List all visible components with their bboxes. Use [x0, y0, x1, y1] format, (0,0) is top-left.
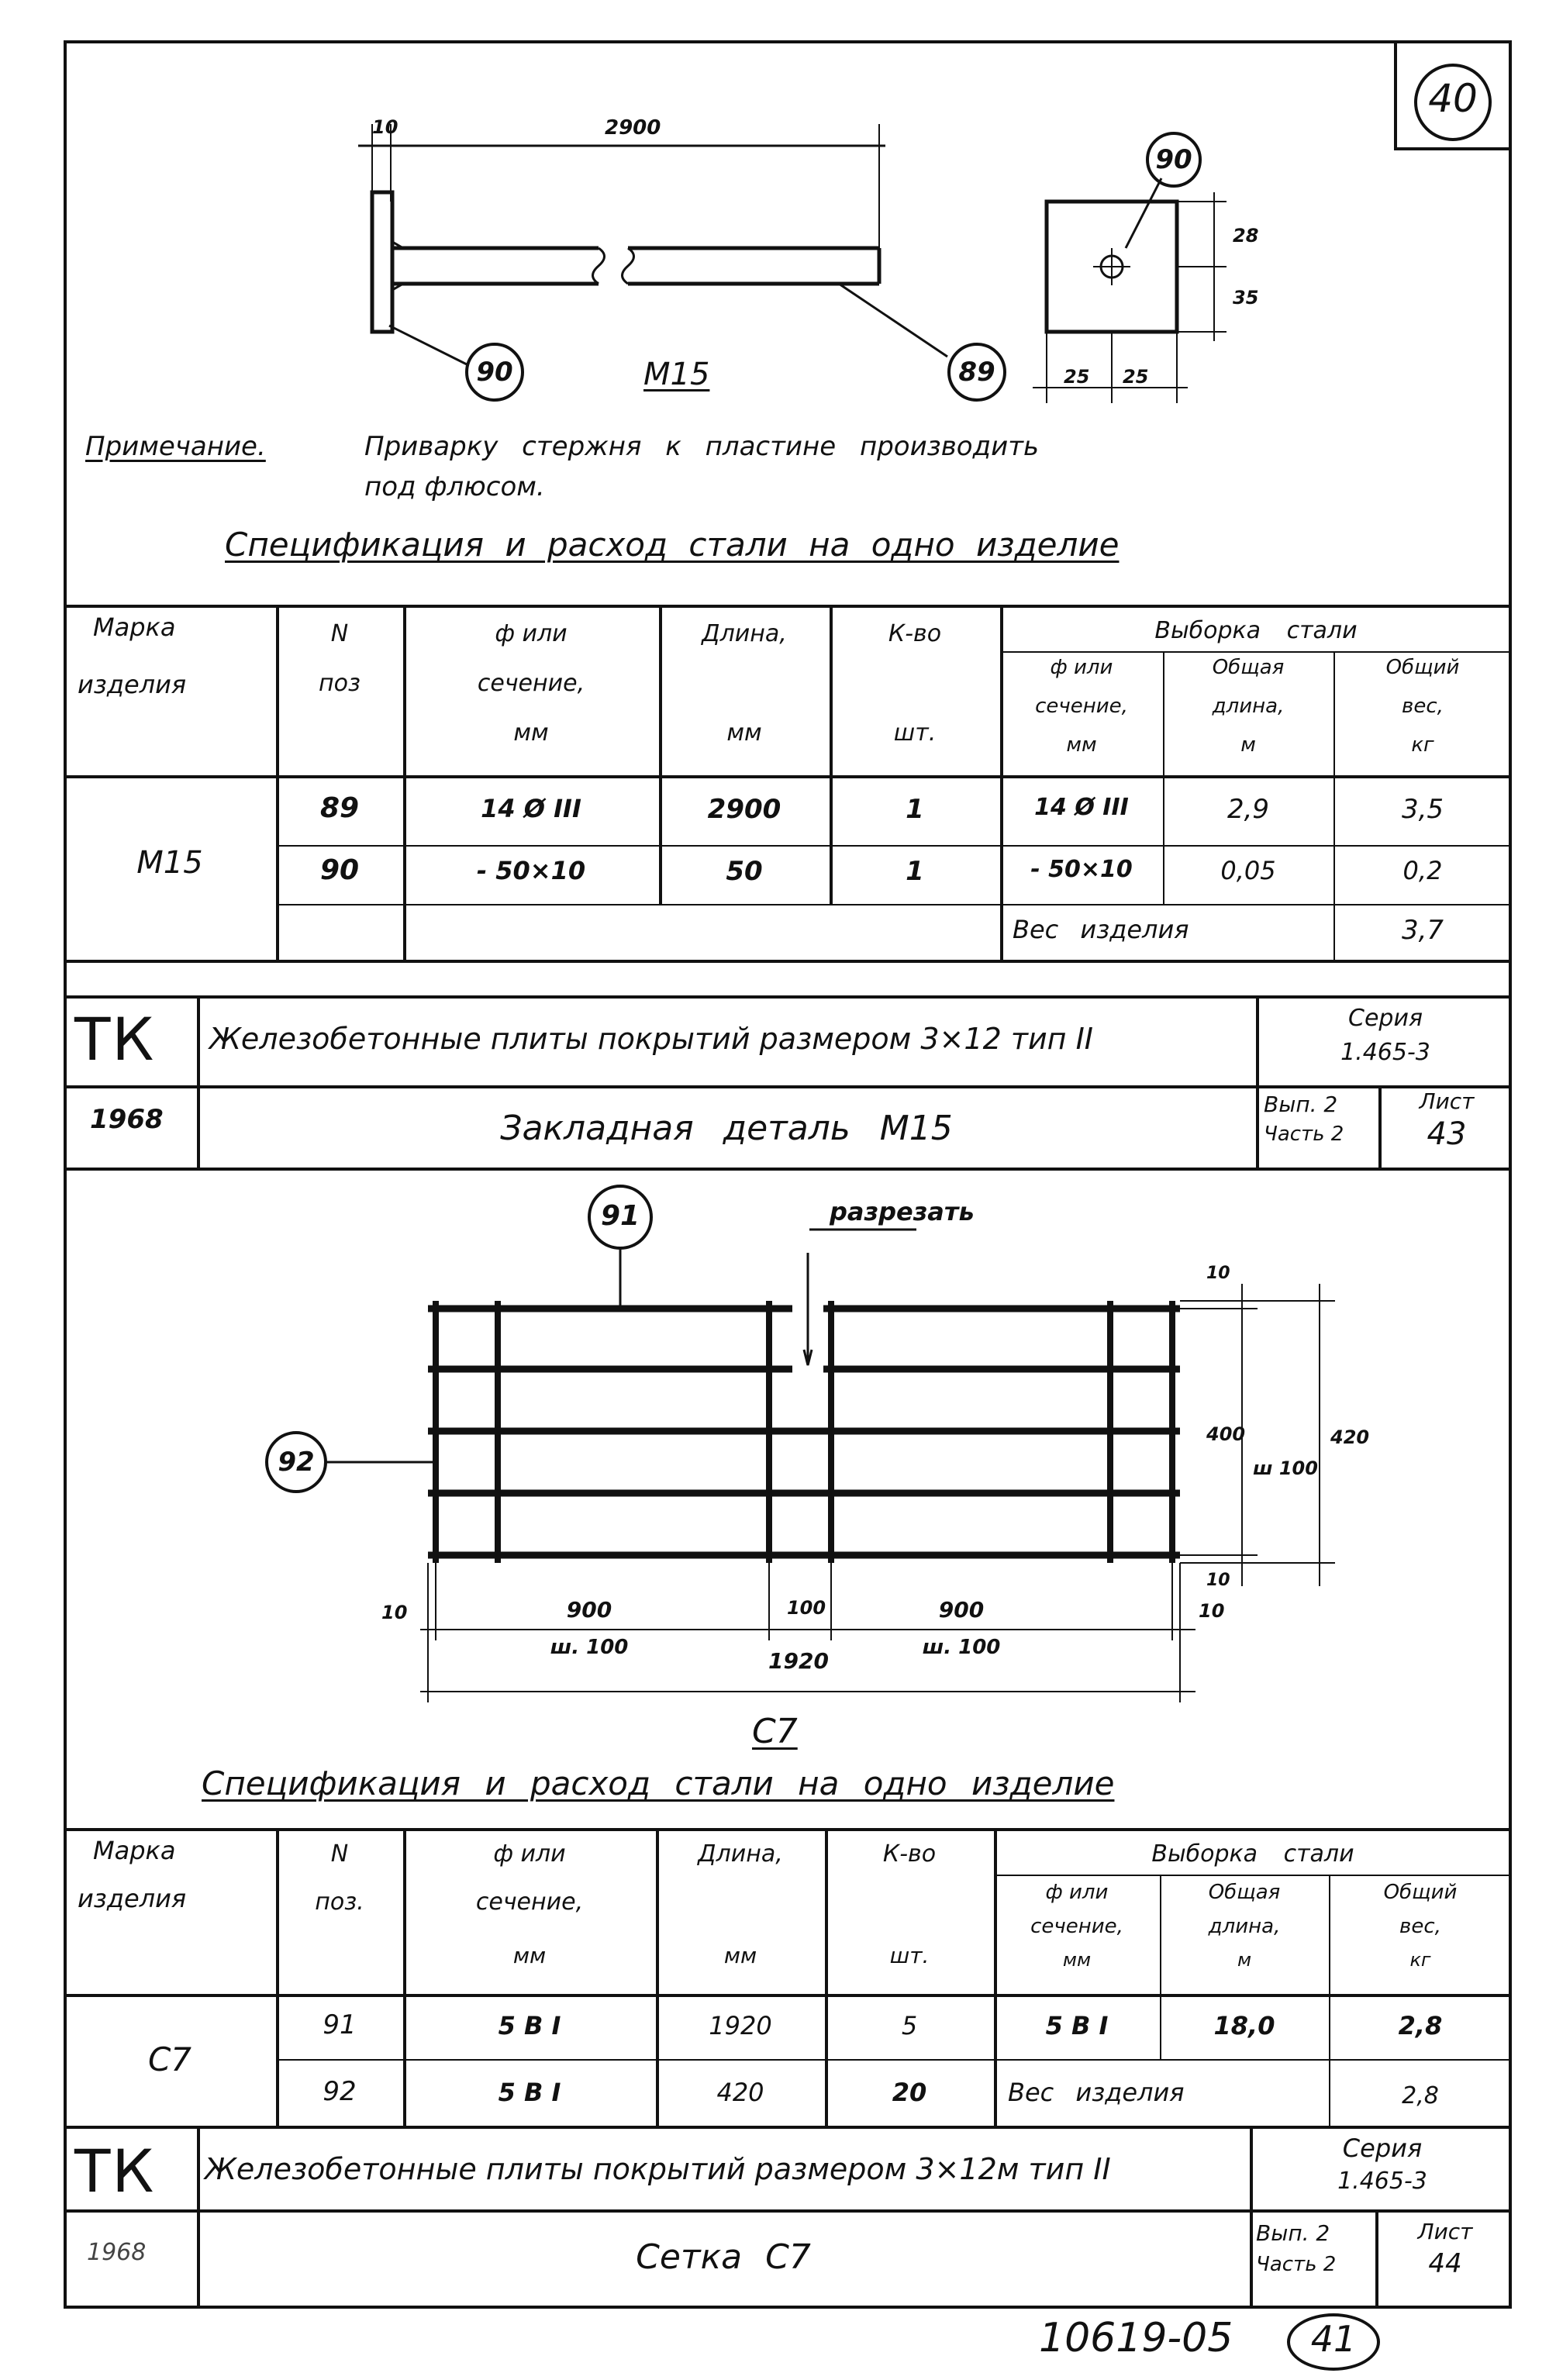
m15-col-1: [276, 605, 279, 960]
c7-h-mark-1: Марка: [93, 1836, 176, 1865]
c7-table-header-bottom: [64, 1994, 1512, 1997]
c7-stamp-series-label: Серия: [1342, 2133, 1423, 2163]
m15-dim-25-a: 25: [1064, 366, 1090, 388]
c7-h-pos-2: поз.: [315, 1888, 364, 1916]
m15-r1-len: 2900: [707, 794, 781, 825]
m15-dim-25-b: 25: [1123, 366, 1149, 388]
m15-note-line-2: под флюсом.: [364, 471, 545, 502]
c7-h-len-2: мм: [723, 1943, 757, 1968]
m15-stamp-tk: ТК: [74, 1005, 156, 1074]
m15-table-row2-bottom: [276, 904, 1512, 905]
c7-h-len-1: Длина,: [698, 1840, 783, 1868]
m15-r2-len: 50: [726, 856, 763, 887]
m15-h-dia-1: ф или: [495, 620, 568, 647]
m15-h-pos-1: N: [330, 620, 349, 647]
m15-stamp-series-value: 1.465-3: [1340, 1039, 1430, 1066]
c7-stamp-year: 1968: [87, 2239, 147, 2266]
m15-h-qty-2: шт.: [893, 719, 937, 747]
c7-h-pos-1: N: [330, 1840, 349, 1868]
c7-stamp-mid: [64, 2209, 1512, 2213]
c7-dim-10-left: 10: [381, 1602, 408, 1623]
bottom-number: 41: [1310, 2318, 1357, 2360]
c7-stamp-part: Часть 2: [1256, 2253, 1337, 2276]
m15-stamp-part: Часть 2: [1264, 1123, 1344, 1146]
c7-dim-10-right: 10: [1199, 1600, 1225, 1622]
c7-h-dia-3: мм: [512, 1943, 547, 1968]
c7-r2-dia: 5 В I: [498, 2078, 561, 2107]
c7-h-sel-dia-1: ф или: [1045, 1881, 1109, 1904]
c7-h-sel-wt-1: Общий: [1383, 1881, 1458, 1904]
m15-stamp-name: Закладная деталь М15: [500, 1109, 953, 1148]
c7-r1-sel-dia: 5 В I: [1045, 2011, 1109, 2040]
c7-table-bottom: [64, 2126, 1512, 2129]
m15-pos-89: 89: [958, 357, 995, 388]
m15-h-sel-wt-3: кг: [1411, 733, 1434, 757]
c7-h-sel-dia-2: сечение,: [1030, 1915, 1123, 1938]
m15-table-header-bottom: [64, 775, 1512, 778]
m15-stamp-sheet-value: 43: [1427, 1116, 1467, 1152]
c7-r2-len: 420: [716, 2078, 764, 2107]
c7-r1-sel-len: 18,0: [1213, 2011, 1275, 2040]
c7-h-sel-dia-3: мм: [1062, 1949, 1092, 1971]
c7-h-qty-1: К-во: [882, 1840, 937, 1868]
c7-pos-92: 92: [278, 1447, 315, 1478]
m15-spec-title: Спецификация и расход стали на одно изделие: [225, 526, 1120, 564]
m15-h-len-2: мм: [726, 719, 762, 747]
c7-drawing: [64, 1168, 1382, 1710]
c7-h-sel-wt-2: вес,: [1399, 1915, 1441, 1938]
m15-dim-35: 35: [1233, 287, 1259, 309]
m15-note-title: Примечание.: [85, 431, 266, 462]
c7-stamp-name: Сетка С7: [636, 2237, 811, 2277]
c7-h-sel: Выборка стали: [1151, 1840, 1354, 1868]
m15-h-sel-dia-3: мм: [1066, 733, 1097, 757]
m15-dim-28: 28: [1233, 225, 1259, 247]
c7-dim-sh100-b: ш. 100: [922, 1636, 1001, 1659]
m15-r1-sel-wt: 3,5: [1401, 794, 1444, 825]
m15-stamp-sheet-label: Лист: [1419, 1088, 1475, 1114]
m15-r2-sel-wt: 0,2: [1402, 856, 1443, 885]
m15-pos-90-left: 90: [476, 357, 513, 388]
c7-col-5: [994, 1828, 997, 2126]
m15-dim-2900: 2900: [605, 116, 661, 140]
c7-r1-pos: 91: [323, 2009, 357, 2040]
c7-h-dia-1: ф или: [493, 1840, 566, 1868]
m15-col-2: [403, 605, 406, 960]
m15-h-sel-len-3: м: [1240, 733, 1256, 757]
c7-dim-sh100-a: ш. 100: [550, 1636, 629, 1659]
c7-table-row1-bottom: [276, 2059, 1512, 2061]
m15-table-sel-line: [1000, 651, 1512, 653]
m15-r1-sel-dia: 14 Ø III: [1034, 794, 1129, 821]
c7-r2-qty: 20: [892, 2078, 927, 2107]
c7-pos-91: 91: [600, 1200, 640, 1232]
m15-stamp-year: 1968: [90, 1104, 164, 1135]
m15-h-qty-1: К-во: [888, 620, 942, 647]
m15-stamp-top: [64, 995, 1512, 999]
m15-r2-qty: 1: [906, 856, 924, 887]
m15-table-row1-bottom: [276, 845, 1512, 847]
m15-h-sel-wt-1: Общий: [1385, 656, 1460, 679]
c7-h-sel-len-2: длина,: [1208, 1915, 1281, 1938]
m15-total-value: 3,7: [1401, 915, 1444, 946]
c7-stamp-series-value: 1.465-3: [1337, 2168, 1427, 2195]
m15-r1-qty: 1: [906, 794, 924, 825]
c7-h-mark-2: изделия: [78, 1884, 187, 1913]
c7-dim-10-top: 10: [1206, 1264, 1230, 1283]
m15-h-sel-dia-1: ф или: [1050, 656, 1113, 679]
m15-h-sel-len-1: Общая: [1212, 656, 1285, 679]
m15-h-dia-3: мм: [513, 719, 549, 747]
c7-stamp-v1: [197, 2126, 200, 2309]
c7-total-value: 2,8: [1402, 2082, 1439, 2109]
c7-dim-420: 420: [1330, 1426, 1370, 1448]
c7-h-sel-len-3: м: [1237, 1949, 1252, 1971]
c7-dim-900: 900: [566, 1597, 612, 1623]
m15-h-sel-dia-2: сечение,: [1035, 695, 1128, 718]
m15-h-len-1: Длина,: [702, 620, 787, 647]
c7-stamp-sheet-value: 44: [1428, 2248, 1462, 2279]
c7-h-sel-len-1: Общая: [1208, 1881, 1281, 1904]
m15-h-sel-len-2: длина,: [1212, 695, 1285, 718]
m15-table-bottom: [64, 960, 1512, 963]
m15-stamp-title: Железобетонные плиты покрытий размером 3×12 тип II: [209, 1022, 1093, 1056]
m15-h-pos-2: поз: [319, 670, 361, 697]
m15-table-top: [64, 605, 1512, 608]
c7-table-top: [64, 1828, 1512, 1831]
c7-r1-len: 1920: [709, 2011, 772, 2040]
c7-stamp-tk: ТК: [74, 2137, 156, 2206]
m15-stamp-mid: [64, 1085, 1512, 1088]
c7-dim-10-bot: 10: [1206, 1571, 1230, 1590]
m15-r2-pos: 90: [319, 854, 360, 886]
bottom-code: 10619-05: [1039, 2315, 1233, 2361]
m15-r2-sel-dia: - 50×10: [1030, 856, 1133, 883]
c7-mark: С7: [147, 2040, 192, 2078]
m15-dim-10: 10: [372, 116, 398, 138]
c7-dim-1920: 1920: [768, 1648, 829, 1674]
m15-label: М15: [643, 357, 710, 392]
m15-h-mark-2: изделия: [78, 670, 187, 699]
c7-spec-title: Спецификация и расход стали на одно изделие: [202, 1764, 1115, 1802]
c7-label: С7: [752, 1712, 798, 1751]
c7-dim-100: 100: [786, 1597, 826, 1619]
c7-r2-pos: 92: [323, 2076, 357, 2107]
m15-r1-sel-len: 2,9: [1227, 794, 1270, 825]
corner-number: 40: [1428, 76, 1478, 121]
m15-pos-90-right: 90: [1155, 144, 1192, 175]
m15-r1-pos: 89: [319, 792, 360, 824]
c7-dim-900-b: 900: [938, 1597, 985, 1623]
m15-stamp-series-label: Серия: [1348, 1005, 1423, 1032]
m15-stamp-issue: Вып. 2: [1264, 1092, 1338, 1117]
m15-total-label: Вес изделия: [1013, 915, 1189, 944]
m15-r2-sel-len: 0,05: [1220, 856, 1276, 885]
c7-table-sel-line: [994, 1875, 1512, 1876]
c7-h-qty-2: шт.: [889, 1943, 930, 1968]
m15-mark: М15: [136, 845, 203, 881]
c7-cut-label: разрезать: [830, 1197, 975, 1226]
m15-h-sel-wt-2: вес,: [1402, 695, 1444, 718]
c7-h-dia-2: сечение,: [475, 1888, 584, 1916]
m15-h-dia-2: сечение,: [477, 670, 585, 697]
m15-r2-dia: - 50×10: [476, 856, 586, 885]
c7-h-sel-wt-3: кг: [1409, 1949, 1431, 1971]
m15-note-line-1: Приварку стержня к пластине производить: [364, 431, 1040, 462]
c7-stamp-sheet-label: Лист: [1417, 2219, 1473, 2244]
c7-dim-sh100-v: ш 100: [1253, 1457, 1318, 1479]
m15-h-sel: Выборка стали: [1154, 617, 1358, 644]
c7-total-label: Вес изделия: [1008, 2078, 1185, 2107]
c7-stamp-title: Железобетонные плиты покрытий размером 3×12м тип II: [205, 2152, 1111, 2186]
m15-r1-dia: 14 Ø III: [481, 794, 581, 823]
c7-r1-qty: 5: [901, 2011, 918, 2040]
c7-stamp-issue: Вып. 2: [1256, 2220, 1330, 2246]
m15-h-mark-1: Марка: [93, 612, 176, 642]
c7-r1-dia: 5 В I: [498, 2011, 561, 2040]
c7-r1-sel-wt: 2,8: [1398, 2011, 1443, 2040]
c7-dim-400: 400: [1206, 1423, 1246, 1445]
